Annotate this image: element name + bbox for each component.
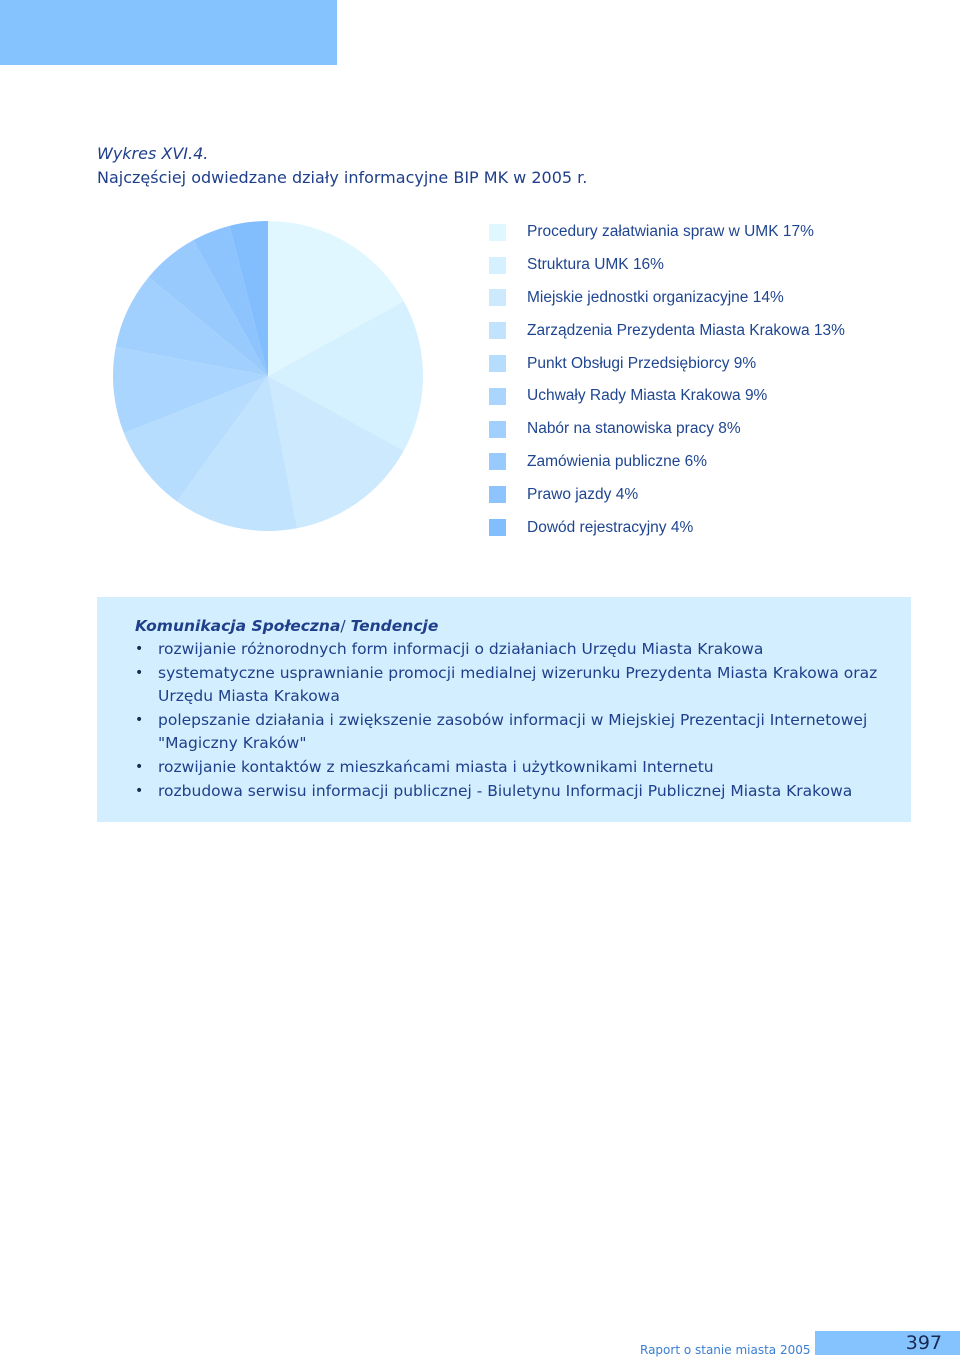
legend-swatch [489, 322, 506, 339]
top-color-bar [0, 0, 337, 65]
legend-item [489, 314, 845, 347]
legend-swatch [489, 289, 506, 306]
legend-label: Prawo jazdy 4% [527, 485, 639, 503]
legend-swatch [489, 257, 506, 274]
legend-label: Punkt Obsługi Przedsiębiorcy 9% [527, 354, 757, 372]
legend-swatch [489, 388, 506, 405]
legend-item [489, 347, 845, 380]
legend-label: Miejskie jednostki organizacyjne 14% [527, 288, 784, 306]
legend-item [489, 478, 845, 511]
bullet-item: • systematyczne usprawnianie promocji medialnej wizerunku Prezydenta Miasta Krakowa oraz Urzędu Miasta Krakowa [135, 662, 901, 709]
legend-label: Struktura UMK 16% [527, 256, 664, 274]
legend-label: Uchwały Rady Miasta Krakowa 9% [527, 387, 768, 405]
legend-item [489, 380, 845, 413]
figure-label: Wykres XVI.4. [97, 144, 209, 163]
trends-box-title-main: Komunikacja Społeczna [135, 617, 341, 635]
legend-item [489, 511, 845, 544]
trends-box [97, 597, 911, 822]
footer-report-title: Raport o stanie miasta 2005 [640, 1343, 811, 1357]
trends-box-title-sub: Tendencje [350, 617, 439, 635]
bullet-item: • rozbudowa serwisu informacji publicznej - Biuletynu Informacji Publicznej Miasta Krakowa [135, 780, 901, 804]
legend-label: Procedury załatwiania spraw w UMK 17% [527, 223, 814, 241]
legend-swatch [489, 486, 506, 503]
legend-label: Zarządzenia Prezydenta Miasta Krakowa 13% [527, 321, 845, 339]
legend-swatch [489, 421, 506, 438]
legend-label: Zamówienia publiczne 6% [527, 452, 708, 470]
legend-item [489, 446, 845, 479]
legend-label: Nabór na stanowiska pracy 8% [527, 420, 741, 438]
bullet-item: • rozwijanie różnorodnych form informacji o działaniach Urzędu Miasta Krakowa [135, 638, 901, 662]
pie-chart [110, 218, 426, 534]
legend-swatch [489, 453, 506, 470]
legend-item [489, 249, 845, 282]
legend-label: Dowód rejestracyjny 4% [527, 518, 694, 536]
figure-title: Najczęściej odwiedzane działy informacyjne BIP MK w 2005 r. [97, 168, 588, 187]
legend-swatch [489, 224, 506, 241]
trends-box-title [135, 615, 901, 637]
page-number: 397 [905, 1332, 942, 1354]
chart-legend [489, 216, 845, 544]
legend-item [489, 413, 845, 446]
legend-item [489, 216, 845, 249]
legend-swatch [489, 519, 506, 536]
trends-bullet-list [135, 638, 901, 803]
legend-item [489, 282, 845, 315]
bullet-item: • rozwijanie kontaktów z mieszkańcami miasta i użytkownikami Internetu [135, 756, 901, 780]
trends-box-title-separator: / [340, 617, 351, 635]
legend-swatch [489, 355, 506, 372]
bullet-item: • polepszanie działania i zwiększenie zasobów informacji w Miejskiej Prezentacji Internetowej "Magiczny Kraków" [135, 709, 901, 756]
